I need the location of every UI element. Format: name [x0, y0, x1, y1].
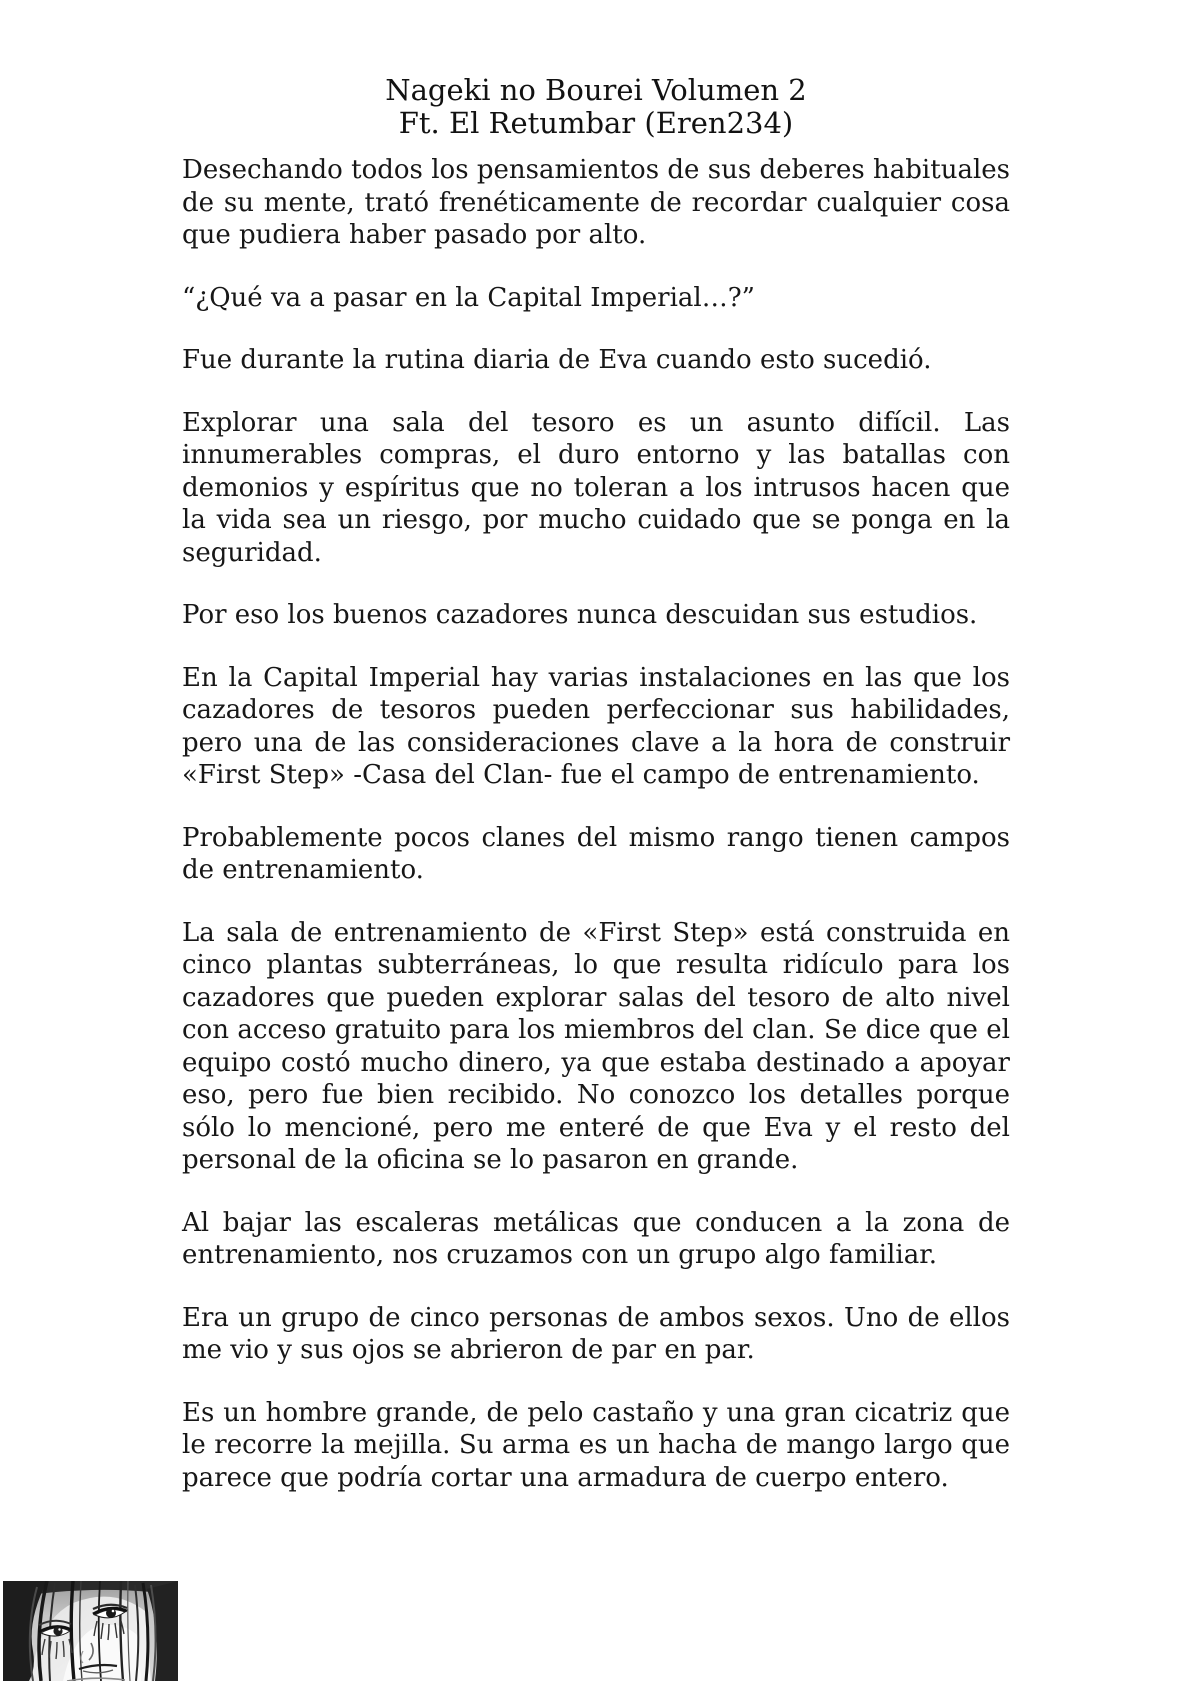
paragraph: Al bajar las escaleras metálicas que conducen a la zona de entrenamiento, nos cruzamos con un grupo algo familiar.	[182, 1207, 1010, 1270]
paragraph: Desechando todos los pensamientos de sus deberes habituales de su mente, trató frenéticamente de recordar cualquier cosa que pudiera haber pasado por alto.	[182, 155, 1010, 250]
paragraph: En la Capital Imperial hay varias instalaciones en las que los cazadores de tesoros pueden perfeccionar sus habilidades, pero una de las consideraciones clave a la hora de construir «First Step» -Casa del Clan- fue el campo de entrenamiento.	[182, 662, 1010, 790]
paragraph: Fue durante la rutina diaria de Eva cuando esto sucedió.	[182, 345, 932, 375]
paragraph: Explorar una sala del tesoro es un asunto difícil. Las innumerables compras, el duro entorno y las batallas con demonios y espíritus que no toleran a los intrusos hacen que la vida sea un riesgo, por mucho cuidado que se ponga en la seguridad.	[182, 407, 1010, 568]
manga-face-illustration	[3, 1581, 178, 1681]
paragraph: “¿Qué va a pasar en la Capital Imperial…?”	[182, 282, 755, 313]
paragraph: Probablemente pocos clanes del mismo rango tienen campos de entrenamiento.	[182, 822, 1010, 885]
paragraph: La sala de entrenamiento de «First Step» está construida en cinco plantas subterráneas, lo que resulta ridículo para los cazadores que pueden explorar salas del tesoro de alto nivel con acceso gratuito para los miembros del clan. Se dice que el equipo costó mucho dinero, ya que estaba destinado a apoyar eso, pero fue bien recibido. No conozco los detalles porque sólo lo mencioné, pero me enteré de que Eva y el resto del personal de la oficina se lo pasaron en grande.	[182, 917, 1010, 1175]
page-title	[182, 74, 1010, 140]
paragraph: Es un hombre grande, de pelo castaño y una gran cicatriz que le recorre la mejilla. Su arma es un hacha de mango largo que parece que podría cortar una armadura de cuerpo entero.	[182, 1397, 1010, 1493]
paragraph: Por eso los buenos cazadores nunca descuidan sus estudios.	[182, 600, 978, 630]
paragraph: Era un grupo de cinco personas de ambos sexos. Uno de ellos me vio y sus ojos se abrieron de par en par.	[182, 1302, 1010, 1365]
body-text	[182, 154, 1010, 1494]
title-line-1: Nageki no Bourei Volumen 2	[385, 73, 807, 107]
manga-face-drawing	[3, 1581, 178, 1681]
title-line-2: Ft. El Retumbar (Eren234)	[398, 106, 794, 140]
